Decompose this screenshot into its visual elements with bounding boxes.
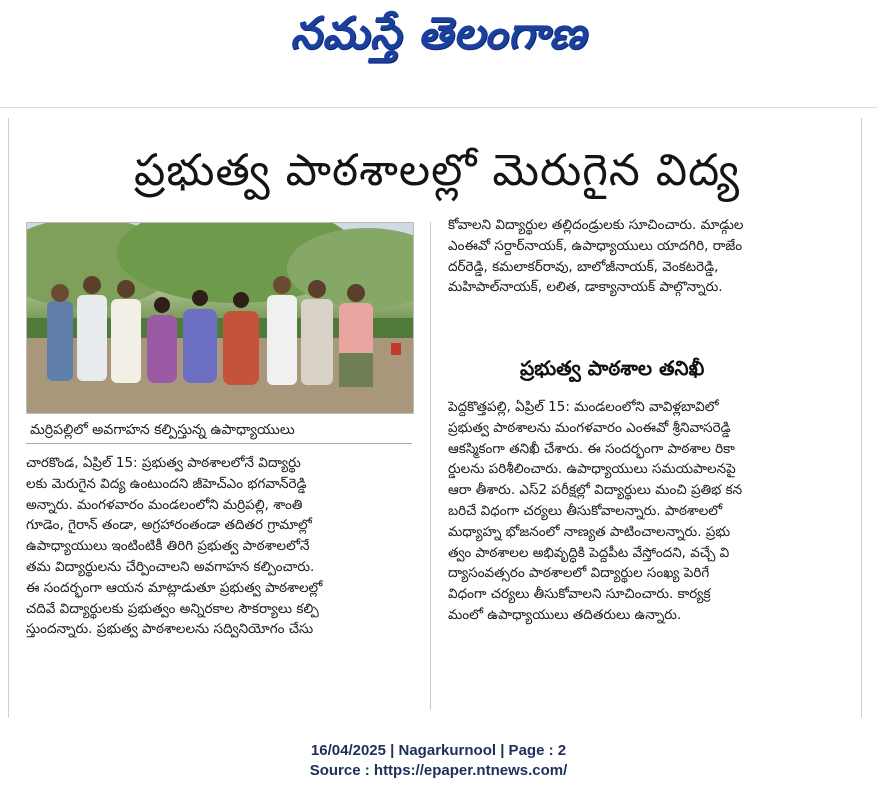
article-headline: ప్రభుత్వ పాఠశాలల్లో మెరుగైన విద్య bbox=[134, 145, 740, 196]
article-photo bbox=[26, 222, 414, 414]
article-subheading: ప్రభుత్వ పాఠశాల తనిఖీ bbox=[520, 356, 705, 380]
column-divider bbox=[430, 222, 431, 710]
masthead-divider bbox=[0, 107, 877, 108]
masthead-title: నమస్తే తెలంగాణ bbox=[290, 8, 587, 59]
article-body-left-column: చారకొండ, ఏప్రిల్ 15: ప్రభుత్వ పాఠశాలలోనే విద్యార్థు లకు మెరుగైన విద్య ఉంటుందని జీహెచ్ఎం భగవాన్‌రెడ్డి అన్నారు. మంగళవారం మండలంలోని మర్రిపల్లి, శాంతి గూడెం, గైరాన్ తండా, అగ్రహారంతండా తదితర గ్రామాల్లో ఉపాధ్యాయులు ఇంటింటికీ తిరిగి ప్రభుత్వ పాఠశాలలోనే తమ విద్యార్థులను చేర్పించాలని అవగాహన కల్పించారు. ఈ సందర్భంగా ఆయన మాట్లాడుతూ ప్రభుత్వ పాఠశాలల్లో చదివే విద్యార్థులకు ప్రభుత్వం అన్నిరకాల సౌకర్యాలు కల్పి స్తుందన్నారు. ప్రభుత్వ పాఠశాలలను సద్వినియోగం చేసు bbox=[26, 455, 323, 638]
newspaper-masthead bbox=[0, 0, 877, 70]
article-body-right-column-top: కోవాలని విద్యార్థుల తల్లిదండ్రులకు సూచించారు. మాడ్గుల ఎంఈవో సర్దార్‌నాయక్, ఉపాధ్యాయులు యాదగిరి, రాజేం దర్‌రెడ్డి, కమలాకర్‌రావు, బాలోజీనాయక్, వెంకటరెడ్డి, మహిపాల్‌నాయక్, లలిత, డాక్యానాయక్ పాల్గొన్నారు. bbox=[448, 217, 744, 296]
footer-edition-info: 16/04/2025 | Nagarkurnool | Page : 2 bbox=[310, 742, 567, 759]
footer-source-link[interactable]: Source : https://epaper.ntnews.com/ bbox=[309, 762, 568, 779]
article-body-right-column-bottom: పెద్దకొత్తపల్లి, ఏప్రిల్ 15: మండలంలోని వావిళ్లబావిలో ప్రభుత్వ పాఠశాలను మంగళవారం ఎంఈవో శ్రీనివాసరెడ్డి ఆకస్మికంగా తనిఖీ చేశారు. ఈ సందర్భంగా పాఠశాల రికా ర్డులను పరిశీలించారు. ఉపాధ్యాయులు సమయపాలనపై ఆరా తీశారు. ఎస్2 పరీక్షల్లో విద్యార్థులు మంచి ప్రతిభ కన బరిచే విధంగా చర్యలు తీసుకోవాలన్నారు. పాఠశాలలో మధ్యాహ్న భోజనంలో నాణ్యత పాటించాలన్నారు. ప్రభు త్వం పాఠశాలల అభివృద్ధికి పెద్దపీట వేస్తోందని, వచ్చే వి ద్యాసంవత్సరం పాఠశాలలో విద్యార్థుల సంఖ్య పెరిగే విధంగా చర్యలు తీసుకోవాలని సూచించారు. కార్యక్ర మంలో ఉపాధ్యాయులు తదితరులు ఉన్నారు. bbox=[448, 399, 743, 623]
photo-caption: మర్రిపల్లిలో అవగాహన కల్పిస్తున్న ఉపాధ్యాయులు bbox=[26, 416, 412, 444]
group-photo-illustration bbox=[27, 223, 413, 413]
